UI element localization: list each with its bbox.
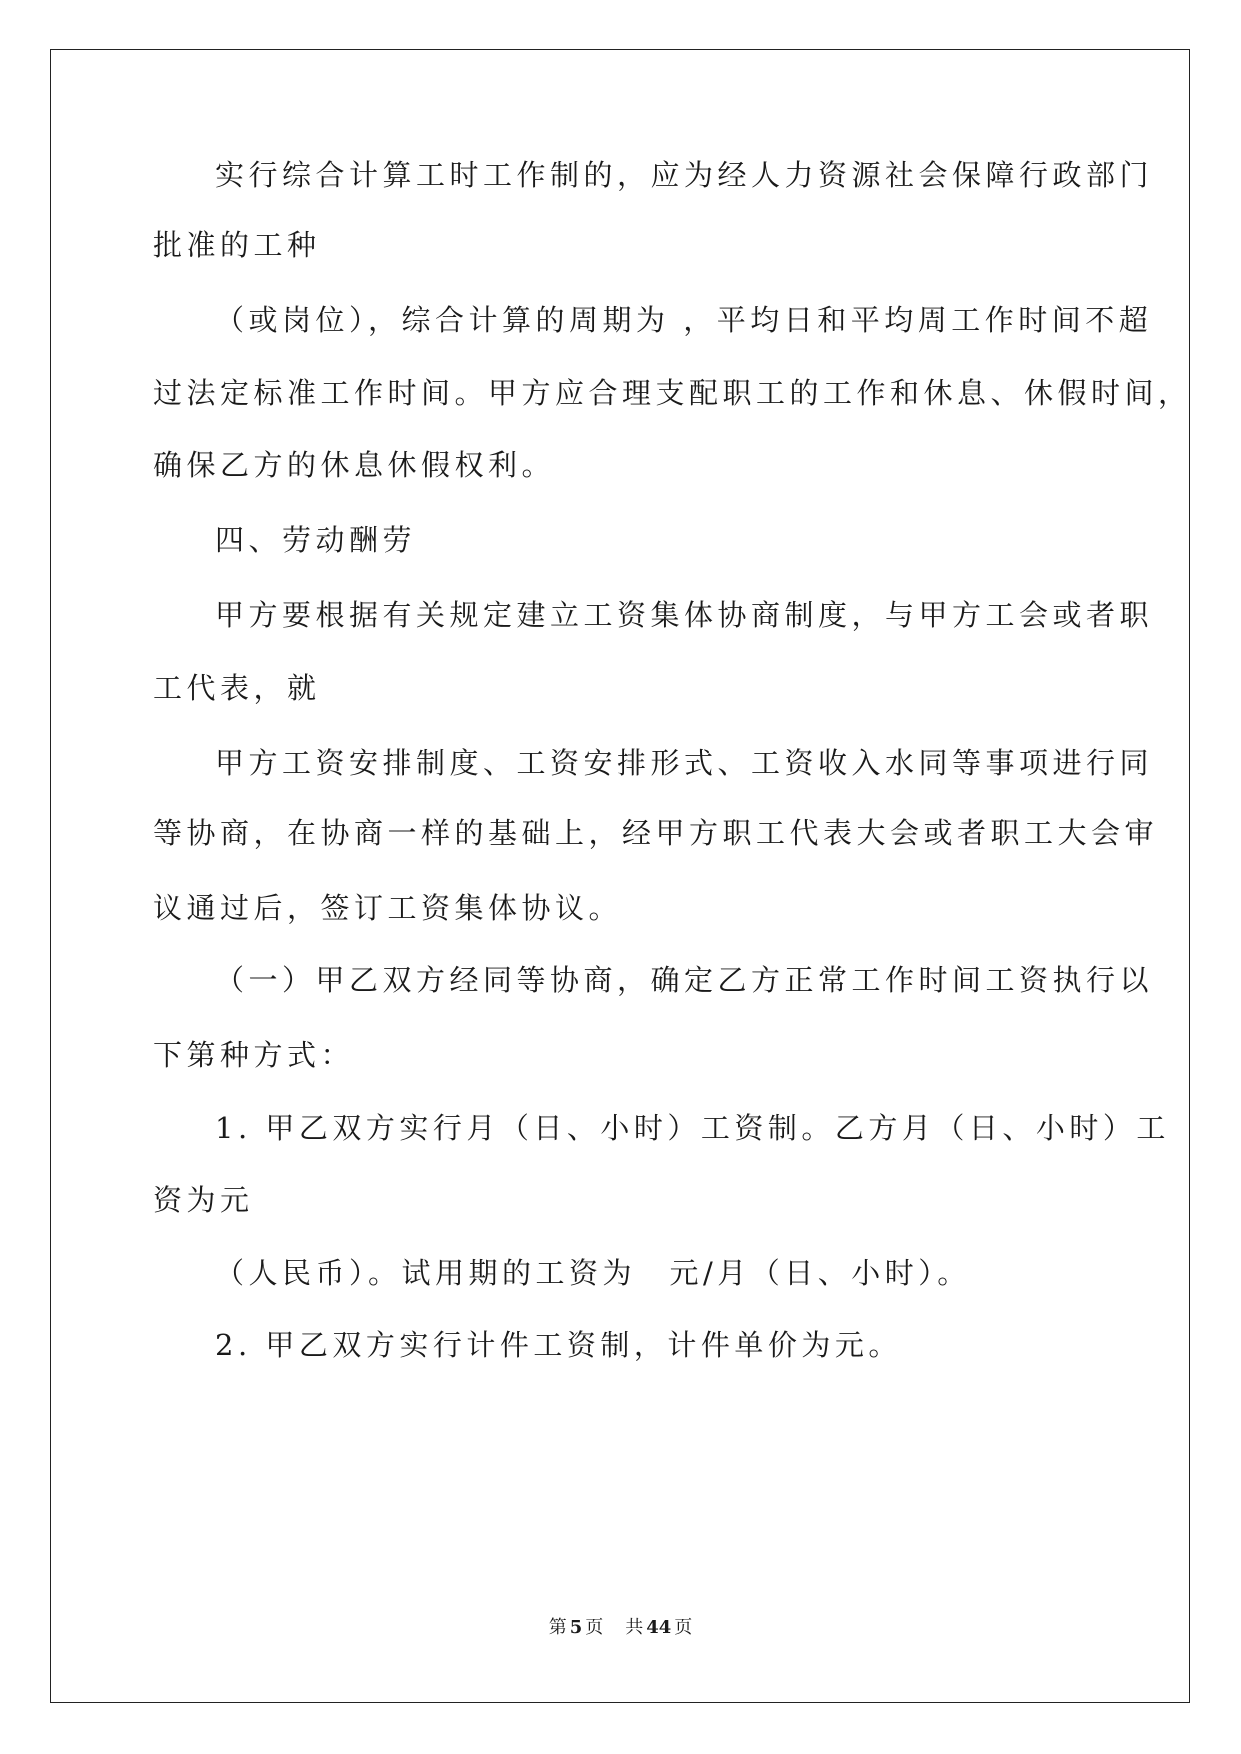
section-heading: 四、劳动酬劳 [215, 523, 417, 557]
paragraph-line: 批准的工种 [153, 228, 321, 262]
paragraph-line: 等协商，在协商一样的基础上，经甲方职工代表大会或者职工大会审 [153, 816, 1159, 850]
paragraph-line: 甲方要根据有关规定建立工资集体协商制度，与甲方工会或者职 [215, 598, 1154, 632]
page-footer [0, 1616, 1241, 1640]
total-page-count: 44 [646, 1617, 672, 1638]
total-suffix: 页 [674, 1617, 693, 1638]
paragraph-line: 1. 甲乙双方实行月（日、小时）工资制。乙方月（日、小时）工 [215, 1111, 1170, 1145]
total-prefix: 共 [625, 1617, 644, 1638]
current-page-number: 5 [569, 1617, 583, 1638]
paragraph-line: 实行综合计算工时工作制的，应为经人力资源社会保障行政部门 [215, 158, 1154, 192]
page-suffix: 页 [585, 1617, 604, 1638]
paragraph-line: （或岗位），综合计算的周期为 ，平均日和平均周工作时间不超 [215, 303, 1153, 337]
paragraph-line: 资为元 [153, 1183, 254, 1217]
paragraph-line: 下第种方式： [153, 1038, 355, 1072]
paragraph-line: （一）甲乙双方经同等协商，确定乙方正常工作时间工资执行以 [215, 963, 1154, 997]
paragraph-line: 工代表，就 [153, 671, 321, 705]
page-border [50, 49, 1190, 1703]
page-prefix: 第 [548, 1617, 567, 1638]
paragraph-line: 议通过后，签订工资集体协议。 [153, 891, 623, 925]
paragraph-line: 确保乙方的休息休假权利。 [153, 448, 556, 482]
paragraph-line: 2. 甲乙双方实行计件工资制，计件单价为元。 [215, 1328, 902, 1362]
paragraph-line: 甲方工资安排制度、工资安排形式、工资收入水同等事项进行同 [215, 746, 1154, 780]
paragraph-line: （人民币）。试用期的工资为 元/月（日、小时）。 [215, 1256, 971, 1290]
paragraph-line: 过法定标准工作时间。甲方应合理支配职工的工作和休息、休假时间， [153, 376, 1192, 410]
